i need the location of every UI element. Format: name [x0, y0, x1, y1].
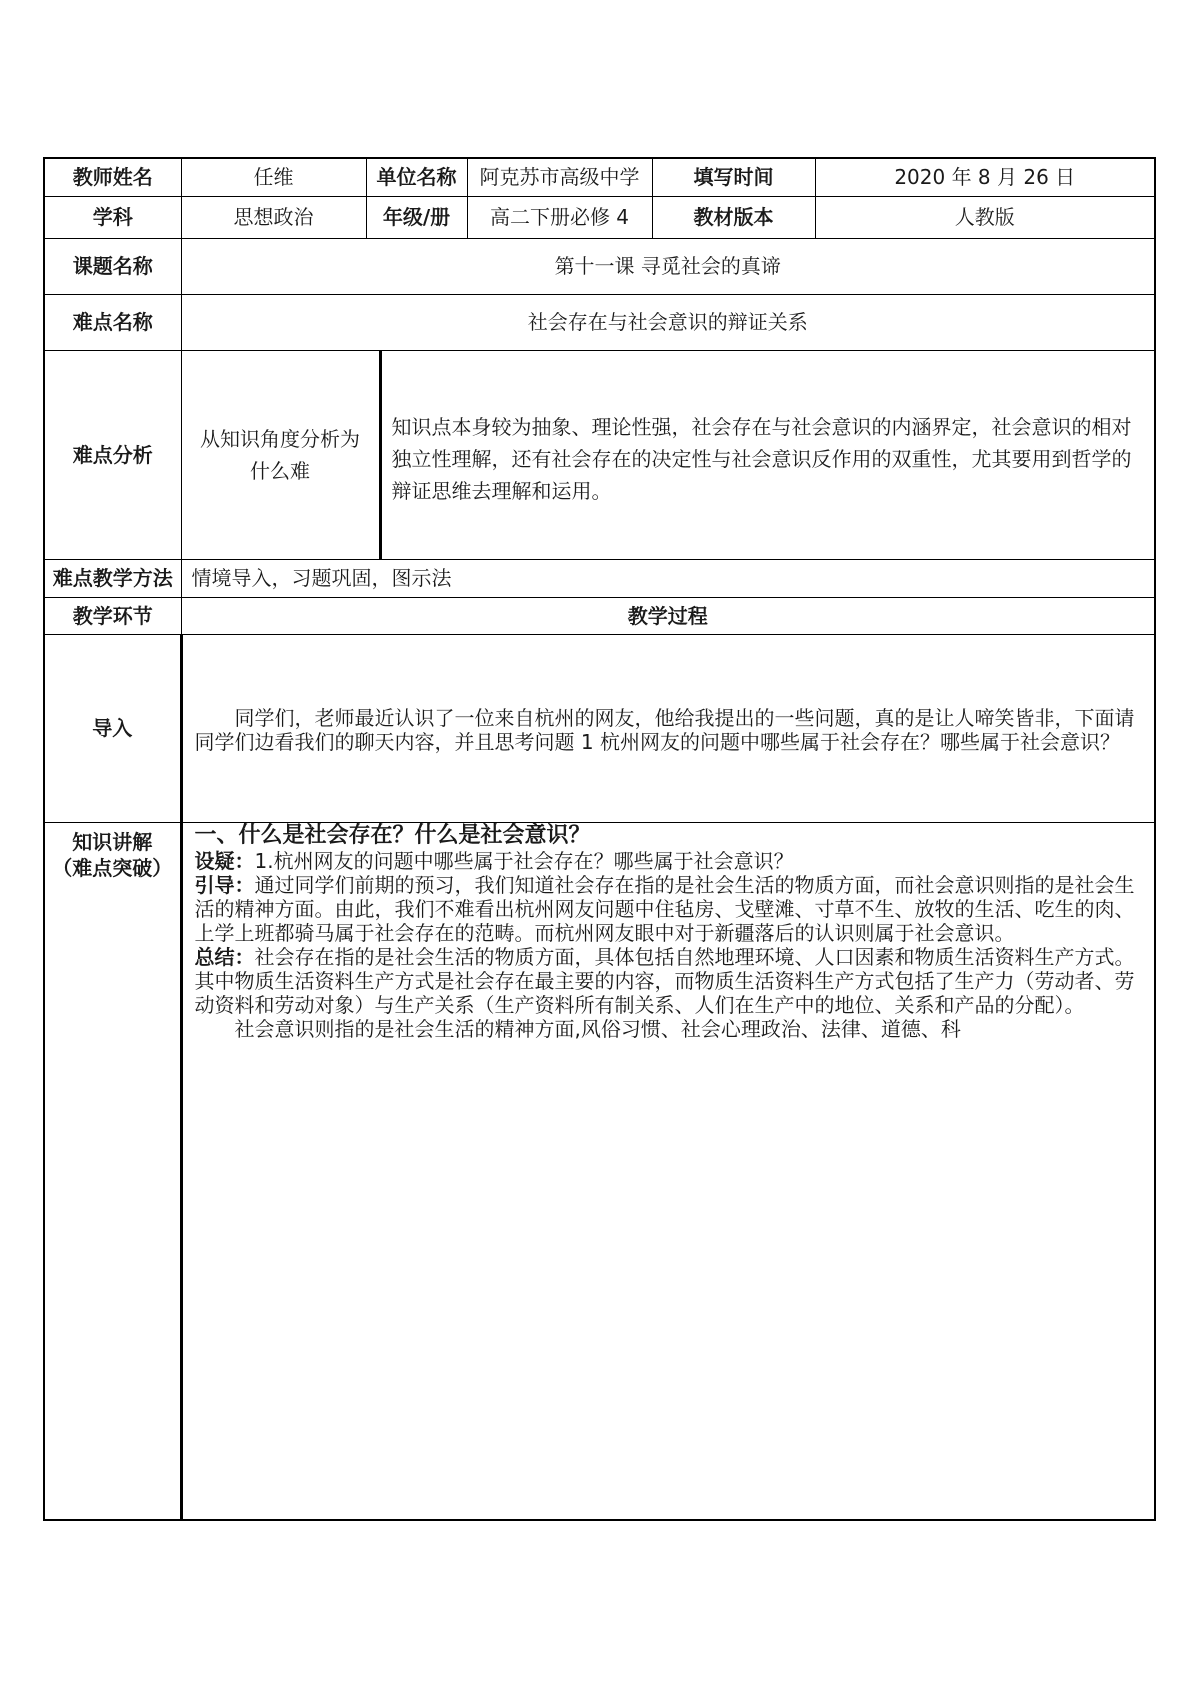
- subject-label: 学科: [44, 196, 181, 238]
- guide-paragraph: [195, 873, 1143, 945]
- subject-value: 思想政治: [181, 196, 366, 238]
- summary-text: 社会存在指的是社会生活的物质方面，具体包括自然地理环境、人口因素和物质生活资料生产方式。其中物质生活资料生产方式是社会存在最主要的内容，而物质生活资料生产方式包括了生产力（劳动者、劳动资料和劳动对象）与生产关系（生产资料所有制关系、人们在生产中的地位、关系和产品的分配）。: [194, 944, 1135, 1017]
- summary-label: 总结：: [194, 944, 255, 969]
- teacher-name-label: 教师姓名: [44, 158, 181, 196]
- fill-time-label: 填写时间: [652, 158, 815, 196]
- question-text: 1.杭州网友的问题中哪些属于社会存在？哪些属于社会意识？: [254, 848, 794, 873]
- grade-label: 年级/册: [366, 196, 467, 238]
- analysis-label: 难点分析: [44, 350, 181, 559]
- lesson-plan-table: [43, 157, 1156, 1521]
- analysis-angle: 从知识角度分析为什么难: [182, 351, 382, 559]
- method-label: 难点教学方法: [44, 559, 181, 597]
- summary-paragraph: [195, 945, 1143, 1017]
- topic-label: 课题名称: [44, 238, 181, 294]
- analysis-cell: [181, 350, 1155, 559]
- knowledge-stage: [44, 822, 181, 1520]
- guide-label: 引导：: [194, 872, 255, 897]
- intro-text: 同学们，老师最近认识了一位来自杭州的网友，他给我提出的一些问题，真的是让人啼笑皆非，下面请同学们边看我们的聊天内容，并且思考问题 1 杭州网友的问题中哪些属于社会存在？哪些属于社会意识？: [181, 634, 1155, 822]
- analysis-text: 知识点本身较为抽象、理论性强，社会存在与社会意识的内涵界定，社会意识的相对独立性理解，还有社会存在的决定性与社会意识反作用的双重性，尤其要用到哲学的辩证思维去理解和运用。: [391, 414, 1132, 503]
- grade-value: 高二下册必修 4: [467, 196, 652, 238]
- method-value: 情境导入，习题巩固，图示法: [181, 559, 1155, 597]
- consciousness-paragraph: 社会意识则指的是社会生活的精神方面,风俗习惯、社会心理政治、法律、道德、科: [234, 1016, 961, 1041]
- knowledge-stage-line2: （难点突破）: [52, 855, 173, 880]
- intro-stage: 导入: [44, 634, 181, 822]
- fill-time-value: 2020 年 8 月 26 日: [815, 158, 1155, 196]
- question-paragraph: [195, 849, 1143, 873]
- process-header: 教学过程: [181, 597, 1155, 634]
- textbook-value: 人教版: [815, 196, 1155, 238]
- stage-header: 教学环节: [44, 597, 181, 634]
- guide-text: 通过同学们前期的预习，我们知道社会存在指的是社会生活的物质方面，而社会意识则指的是社会生活的精神方面。由此，我们不难看出杭州网友问题中住毡房、戈壁滩、寸草不生、放牧的生活、吃生的肉、上学上班都骑马属于社会存在的范畴。而杭州网友眼中对于新疆落后的认识则属于社会意识。: [194, 872, 1135, 945]
- analysis-inner: [182, 351, 1155, 559]
- section-heading: 一、什么是社会存在？什么是社会意识？: [194, 822, 591, 848]
- knowledge-content: [181, 822, 1155, 1520]
- knowledge-stage-line1: 知识讲解: [72, 829, 153, 854]
- unit-label: 单位名称: [366, 158, 467, 196]
- textbook-label: 教材版本: [652, 196, 815, 238]
- topic-value: 第十一课 寻觅社会的真谛: [181, 238, 1155, 294]
- unit-value: 阿克苏市高级中学: [467, 158, 652, 196]
- difficulty-label: 难点名称: [44, 294, 181, 350]
- difficulty-value: 社会存在与社会意识的辩证关系: [181, 294, 1155, 350]
- teacher-name-value: 任维: [181, 158, 366, 196]
- question-label: 设疑：: [194, 848, 255, 873]
